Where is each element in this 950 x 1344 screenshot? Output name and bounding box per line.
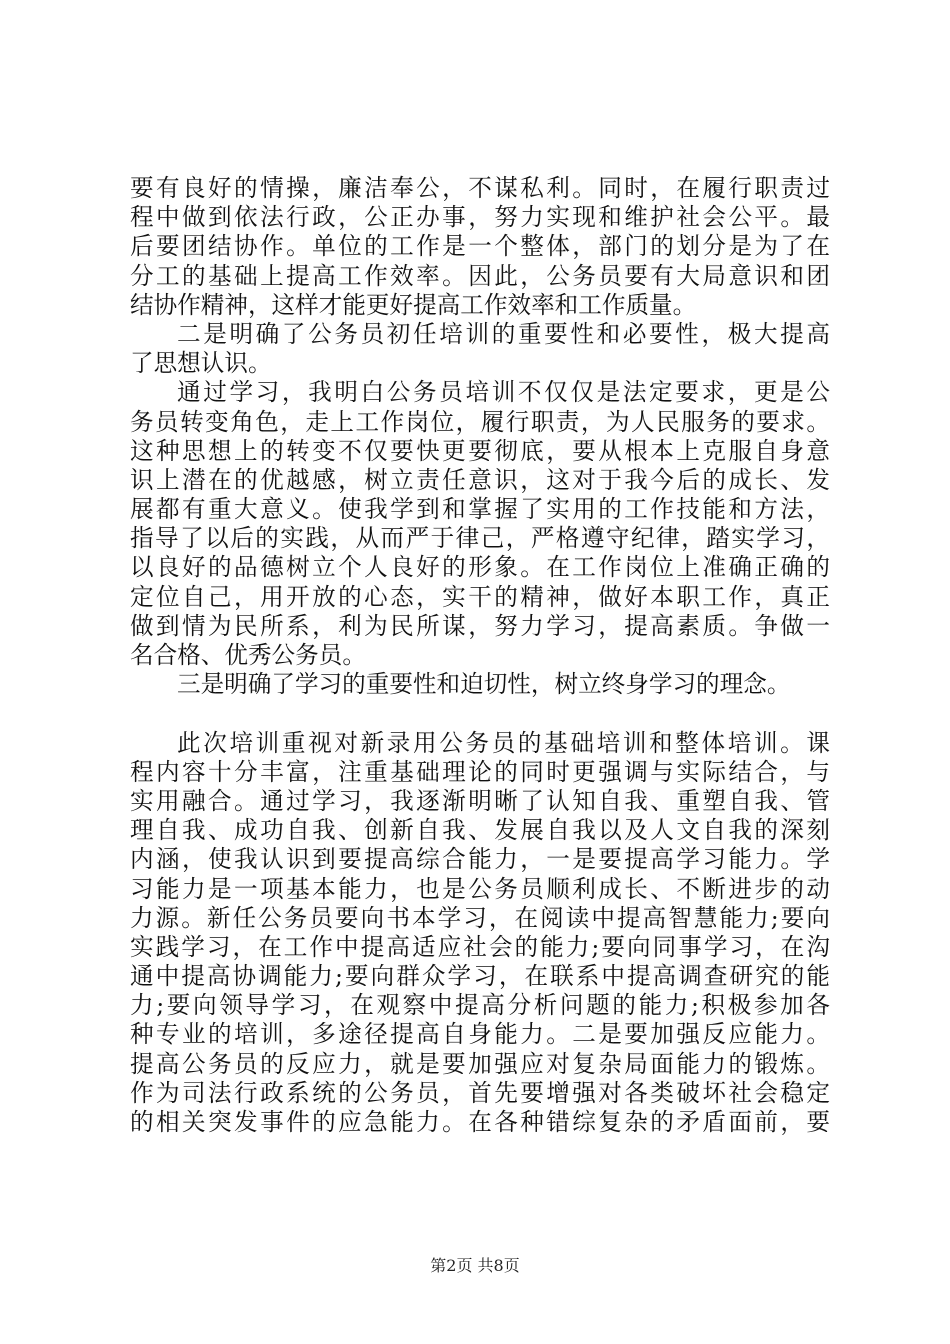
- text-line: 作为司法行政系统的公务员，首先要增强对各类破坏社会稳定: [130, 1078, 830, 1107]
- text-line: 要有良好的情操，廉洁奉公，不谋私利。同时，在履行职责过: [130, 174, 830, 202]
- text-line: 识上潜在的优越感，树立责任意识，这对于我今后的成长、发: [130, 465, 830, 494]
- text-line: 实用融合。通过学习，我逐渐明晰了认知自我、重塑自我、管: [130, 786, 830, 815]
- text-line: 结协作精神，这样才能更好提高工作效率和工作质量。: [130, 290, 697, 319]
- page-number: 第2页 共8页: [430, 1256, 520, 1275]
- text-line: 力;要向领导学习，在观察中提高分析问题的能力;积极参加各: [130, 991, 830, 1020]
- text-line: 二是明确了公务员初任培训的重要性和必要性，极大提高: [177, 319, 830, 348]
- text-line: 指导了以后的实践，从而严于律己，严格遵守纪律，踏实学习，: [130, 524, 830, 553]
- text-line: 了思想认识。: [130, 349, 272, 378]
- text-line: 通过学习，我明白公务员培训不仅仅是法定要求，更是公: [177, 378, 830, 407]
- text-line: 理自我、成功自我、创新自我、发展自我以及人文自我的深刻: [130, 816, 830, 845]
- document-body: [130, 174, 830, 1137]
- text-line: 程内容十分丰富，注重基础理论的同时更强调与实际结合，与: [130, 757, 830, 786]
- text-line: 务员转变角色，走上工作岗位，履行职责，为人民服务的要求。: [130, 407, 830, 436]
- text-line: 三是明确了学习的重要性和迫切性，树立终身学习的理念。: [177, 670, 791, 699]
- text-line: 通中提高协调能力;要向群众学习，在联系中提高调查研究的能: [130, 962, 830, 991]
- text-line: 力源。新任公务员要向书本学习，在阅读中提高智慧能力;要向: [130, 903, 830, 932]
- text-line: 后要团结协作。单位的工作是一个整体，部门的划分是为了在: [130, 232, 830, 261]
- text-line: 内涵，使我认识到要提高综合能力，一是要提高学习能力。学: [130, 845, 830, 874]
- text-line: 这种思想上的转变不仅要快更要彻底，要从根本上克服自身意: [130, 436, 830, 465]
- text-line: 以良好的品德树立个人良好的形象。在工作岗位上准确正确的: [130, 553, 830, 582]
- text-line: 种专业的培训，多途径提高自身能力。二是要加强反应能力。: [130, 1020, 830, 1049]
- text-line: 分工的基础上提高工作效率。因此，公务员要有大局意识和团: [130, 261, 830, 290]
- text-line: 此次培训重视对新录用公务员的基础培训和整体培训。课: [177, 728, 830, 757]
- text-line: 定位自己，用开放的心态，实干的精神，做好本职工作，真正: [130, 582, 830, 611]
- text-line: 的相关突发事件的应急能力。在各种错综复杂的矛盾面前，要: [130, 1108, 830, 1136]
- text-line: 做到情为民所系，利为民所谋，努力学习，提高素质。争做一: [130, 611, 830, 640]
- text-line: 程中做到依法行政，公正办事，努力实现和维护社会公平。最: [130, 203, 830, 232]
- text-line: 展都有重大意义。使我学到和掌握了实用的工作技能和方法，: [130, 495, 830, 524]
- page-footer: [0, 1253, 950, 1276]
- text-line: 提高公务员的反应力，就是要加强应对复杂局面能力的锻炼。: [130, 1049, 830, 1078]
- text-line: 实践学习，在工作中提高适应社会的能力;要向同事学习，在沟: [130, 932, 830, 961]
- text-line: 名合格、优秀公务员。: [130, 641, 366, 669]
- blank-line: [130, 699, 830, 728]
- text-line: 习能力是一项基本能力，也是公务员顺利成长、不断进步的动: [130, 874, 830, 903]
